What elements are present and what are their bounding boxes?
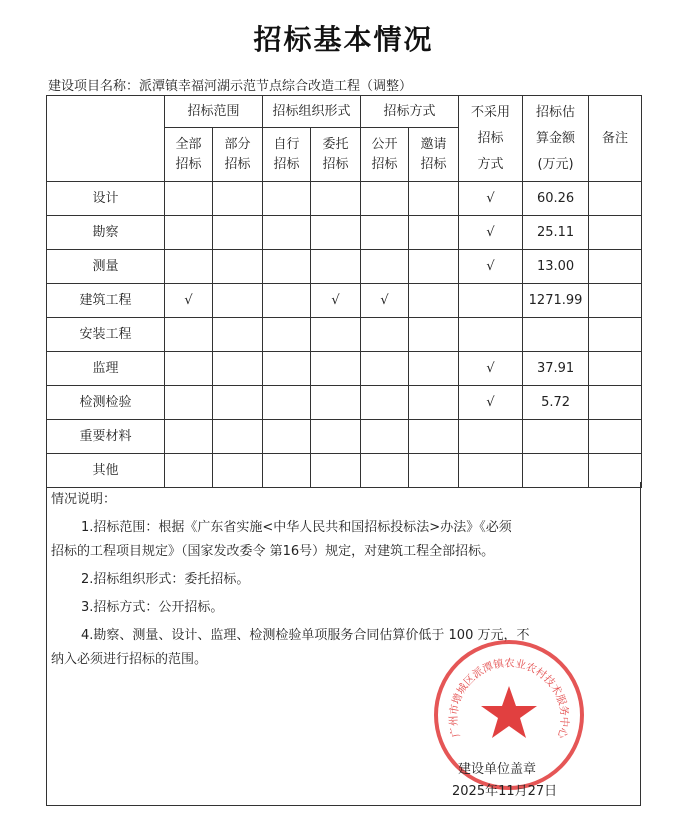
cell-open xyxy=(361,386,409,420)
cell-full xyxy=(165,318,213,352)
header-not-used-line3: 方式 xyxy=(477,156,504,172)
note-item-4-line2: 纳入必须进行招标的范围。 xyxy=(51,652,208,667)
cell-entrust xyxy=(311,182,361,216)
cell-open xyxy=(361,250,409,284)
cell-remarks xyxy=(589,216,642,250)
table-row xyxy=(47,250,642,284)
cell-estimate: 5.72 xyxy=(523,386,589,420)
notes-heading: 情况说明： xyxy=(51,492,117,507)
table-row xyxy=(47,352,642,386)
cell-self xyxy=(263,318,311,352)
table-row xyxy=(47,284,642,318)
header-entrust xyxy=(311,128,361,182)
table-row xyxy=(47,318,642,352)
cell-part xyxy=(213,420,263,454)
header-self xyxy=(263,128,311,182)
header-full-line2: 招标 xyxy=(175,156,202,172)
cell-entrust: √ xyxy=(311,284,361,318)
cell-remarks xyxy=(589,182,642,216)
table-row xyxy=(47,182,642,216)
header-estimate-line2: 算金额 xyxy=(536,130,576,146)
cell-invite xyxy=(409,420,459,454)
cell-open xyxy=(361,352,409,386)
header-estimate-line1: 招标估 xyxy=(536,104,576,120)
cell-remarks xyxy=(589,352,642,386)
cell-invite xyxy=(409,216,459,250)
note-item-1-line2: 招标的工程项目规定》（国家发改委令 第16号）规定，对建筑工程全部招标。 xyxy=(51,544,495,559)
cell-invite xyxy=(409,284,459,318)
header-part xyxy=(213,128,263,182)
cell-full: √ xyxy=(165,284,213,318)
header-invite xyxy=(409,128,459,182)
header-full xyxy=(165,128,213,182)
cell-not-used: √ xyxy=(459,352,523,386)
seal-star-icon xyxy=(481,686,537,738)
cell-part xyxy=(213,216,263,250)
cell-full xyxy=(165,182,213,216)
header-part-line1: 部分 xyxy=(224,136,251,152)
document-date: 2025年11月27日 xyxy=(452,784,558,799)
header-remarks: 备注 xyxy=(589,96,642,182)
row-label: 检测检验 xyxy=(47,386,165,420)
cell-invite xyxy=(409,182,459,216)
cell-open xyxy=(361,182,409,216)
cell-estimate: 25.11 xyxy=(523,216,589,250)
row-label: 监理 xyxy=(47,352,165,386)
header-self-line2: 招标 xyxy=(273,156,300,172)
row-label: 其他 xyxy=(47,454,165,488)
cell-remarks xyxy=(589,284,642,318)
cell-remarks xyxy=(589,386,642,420)
header-method: 招标方式 xyxy=(361,96,459,128)
header-open xyxy=(361,128,409,182)
cell-open: √ xyxy=(361,284,409,318)
corner-cell xyxy=(47,96,165,182)
cell-remarks xyxy=(589,318,642,352)
cell-self xyxy=(263,386,311,420)
cell-self xyxy=(263,284,311,318)
cell-self xyxy=(263,250,311,284)
table-row xyxy=(47,386,642,420)
header-not-used-line1: 不采用 xyxy=(471,104,511,120)
cell-entrust xyxy=(311,352,361,386)
header-self-line1: 自行 xyxy=(273,136,300,152)
header-not-used-line2: 招标 xyxy=(477,130,504,146)
cell-part xyxy=(213,284,263,318)
cell-part xyxy=(213,386,263,420)
cell-open xyxy=(361,216,409,250)
note-item-2: 2.招标组织形式：委托招标。 xyxy=(81,572,250,587)
note-item-4-line1: 4.勘察、测量、设计、监理、检测检验单项服务合同估算价低于 100 万元，不 xyxy=(81,628,530,643)
cell-estimate: 37.91 xyxy=(523,352,589,386)
project-name: 建设项目名称：派潭镇幸福河湖示范节点综合改造工程（调整） xyxy=(48,79,413,94)
cell-estimate: 60.26 xyxy=(523,182,589,216)
cell-entrust xyxy=(311,420,361,454)
cell-invite xyxy=(409,250,459,284)
row-label: 安装工程 xyxy=(47,318,165,352)
cell-estimate: 13.00 xyxy=(523,250,589,284)
header-entrust-line2: 招标 xyxy=(322,156,349,172)
header-full-line1: 全部 xyxy=(175,136,202,152)
cell-part xyxy=(213,250,263,284)
cell-not-used: √ xyxy=(459,250,523,284)
cell-not-used: √ xyxy=(459,216,523,250)
cell-full xyxy=(165,352,213,386)
cell-self xyxy=(263,352,311,386)
cell-entrust xyxy=(311,318,361,352)
header-entrust-line1: 委托 xyxy=(322,136,349,152)
header-not-used xyxy=(459,96,523,182)
cell-entrust xyxy=(311,386,361,420)
cell-estimate xyxy=(523,318,589,352)
header-estimate-line3: (万元) xyxy=(537,156,574,172)
cell-not-used xyxy=(459,420,523,454)
cell-not-used: √ xyxy=(459,386,523,420)
cell-estimate: 1271.99 xyxy=(523,284,589,318)
cell-invite xyxy=(409,386,459,420)
note-item-3: 3.招标方式：公开招标。 xyxy=(81,600,224,615)
header-invite-line1: 邀请 xyxy=(420,136,447,152)
signature-label: 建设单位盖章 xyxy=(458,762,537,777)
bidding-table xyxy=(46,95,642,488)
header-part-line2: 招标 xyxy=(224,156,251,172)
table-row xyxy=(47,420,642,454)
header-open-line2: 招标 xyxy=(371,156,398,172)
header-invite-line2: 招标 xyxy=(420,156,447,172)
cell-estimate xyxy=(523,420,589,454)
cell-entrust xyxy=(311,250,361,284)
header-estimate xyxy=(523,96,589,182)
row-label: 测量 xyxy=(47,250,165,284)
row-label: 设计 xyxy=(47,182,165,216)
row-label: 重要材料 xyxy=(47,420,165,454)
cell-entrust xyxy=(311,216,361,250)
cell-not-used xyxy=(459,284,523,318)
header-open-line1: 公开 xyxy=(371,136,398,152)
cell-open xyxy=(361,318,409,352)
cell-full xyxy=(165,250,213,284)
header-scope: 招标范围 xyxy=(165,96,263,128)
cell-full xyxy=(165,386,213,420)
table-row xyxy=(47,216,642,250)
cell-part xyxy=(213,318,263,352)
cell-remarks xyxy=(589,420,642,454)
cell-part xyxy=(213,352,263,386)
cell-not-used xyxy=(459,318,523,352)
cell-full xyxy=(165,420,213,454)
cell-self xyxy=(263,420,311,454)
cell-invite xyxy=(409,318,459,352)
row-label: 建筑工程 xyxy=(47,284,165,318)
cell-self xyxy=(263,182,311,216)
header-org-form: 招标组织形式 xyxy=(263,96,361,128)
cell-not-used: √ xyxy=(459,182,523,216)
note-item-1-line1: 1.招标范围：根据《广东省实施<中华人民共和国招标投标法>办法》《必须 xyxy=(81,520,512,535)
row-label: 勘察 xyxy=(47,216,165,250)
cell-part xyxy=(213,182,263,216)
cell-invite xyxy=(409,352,459,386)
cell-full xyxy=(165,216,213,250)
document-title: 招标基本情况 xyxy=(253,23,434,56)
cell-open xyxy=(361,420,409,454)
cell-self xyxy=(263,216,311,250)
cell-remarks xyxy=(589,250,642,284)
seal-text: 广州市增城区派潭镇农业农村技术服务中心 xyxy=(447,657,571,740)
